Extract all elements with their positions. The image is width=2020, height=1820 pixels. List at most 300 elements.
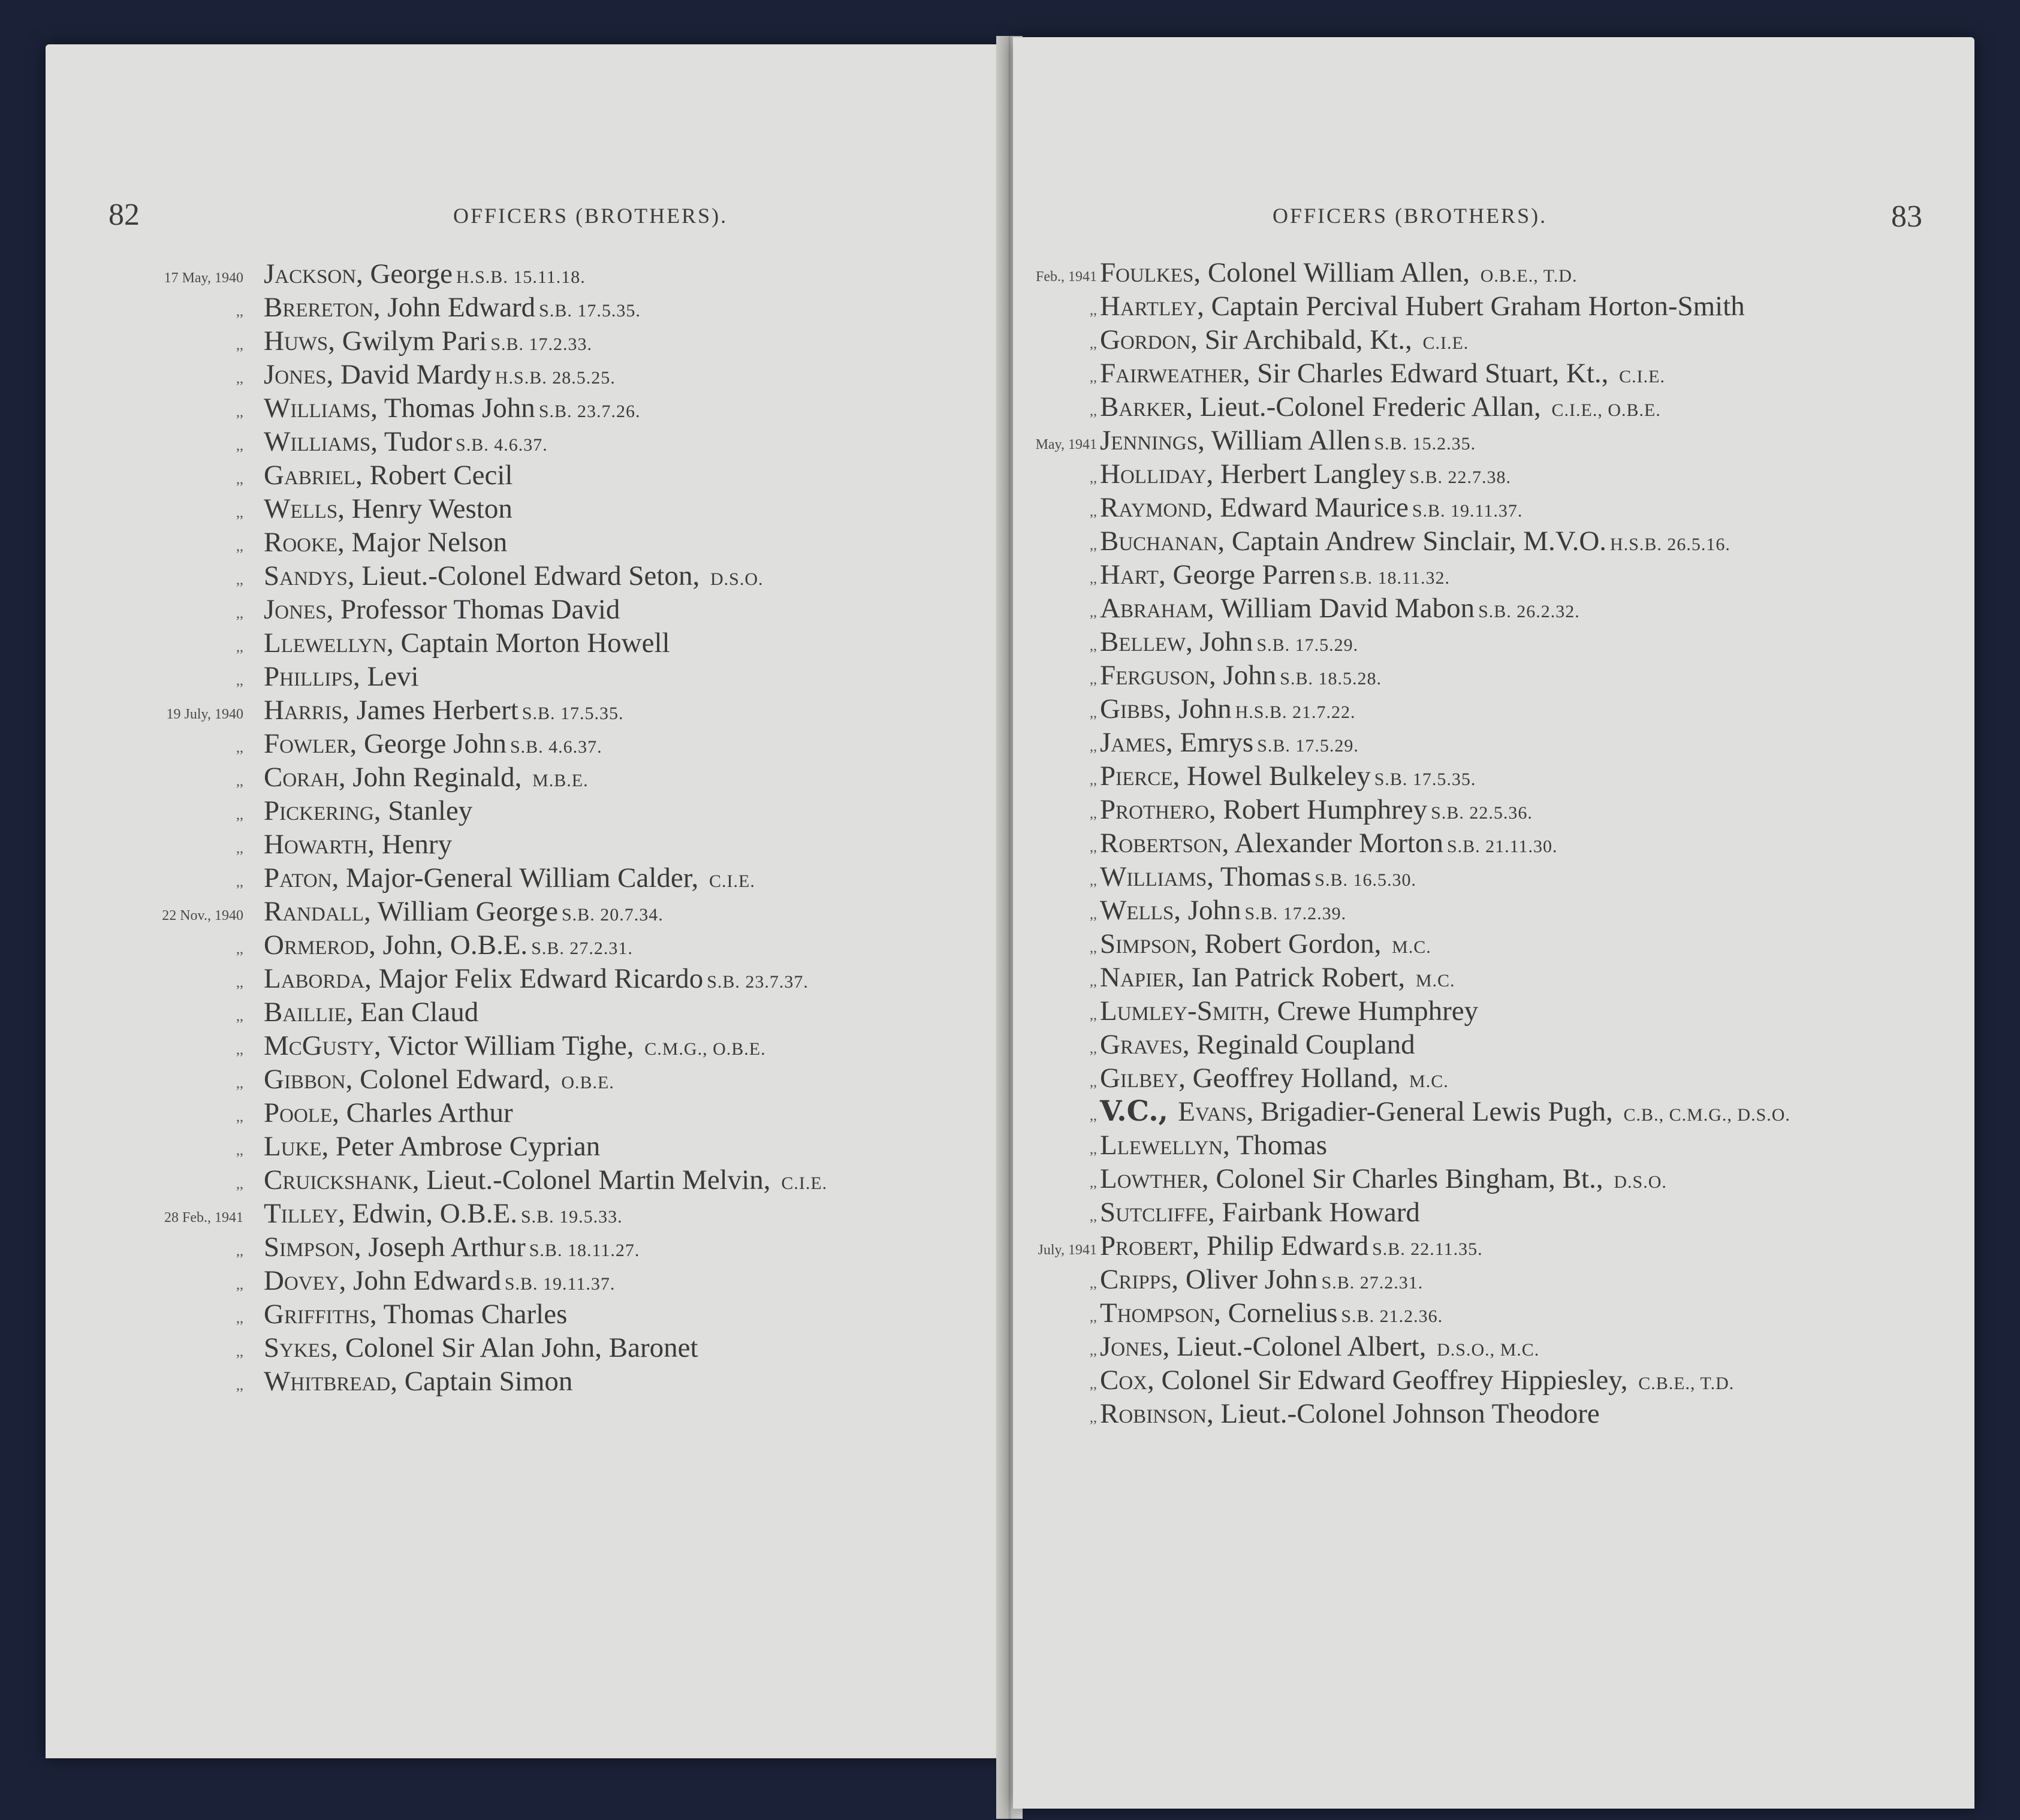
entry-postnominal: S.B. 19.11.37. — [504, 1274, 616, 1294]
entry-given-names: , George Parren — [1158, 559, 1336, 590]
list-item — [1013, 759, 1974, 793]
entry-date: ,, — [1090, 370, 1097, 385]
list-item — [46, 559, 1005, 593]
entry-postnominal: S.B. 22.11.35. — [1372, 1239, 1483, 1259]
entry-given-names: , William George — [364, 896, 558, 927]
list-item — [1013, 1061, 1974, 1095]
entry-date: ,, — [236, 572, 243, 588]
entry-date: ,, — [236, 371, 243, 387]
entry-surname: Pierce — [1100, 760, 1173, 792]
entry-given-names: , Joseph Arthur — [354, 1232, 526, 1263]
entry-date: ,, — [1090, 336, 1097, 352]
entry-date: ,, — [1090, 705, 1097, 721]
entry-given-names: , Tudor — [370, 426, 453, 457]
entry-text — [264, 1163, 827, 1200]
entry-surname: Luke — [264, 1131, 322, 1162]
list-item — [1013, 1196, 1974, 1229]
entry-text — [1100, 994, 1478, 1028]
list-item — [1013, 894, 1974, 927]
entry-text — [1100, 1028, 1415, 1061]
entry-surname: Gilbey — [1100, 1063, 1179, 1094]
entry-surname: Lumley-Smith — [1100, 995, 1264, 1027]
entry-text — [264, 1365, 572, 1398]
list-item — [46, 861, 1005, 895]
entry-surname: Thompson — [1100, 1297, 1214, 1329]
list-item — [1013, 1296, 1974, 1330]
entry-date: ,, — [1090, 1410, 1097, 1426]
entry-given-names: , Professor Thomas David — [326, 594, 620, 625]
list-item — [46, 693, 1005, 727]
entry-given-names: , Lieut.-Colonel Edward Seton, — [347, 560, 707, 591]
entry-date: ,, — [236, 1311, 243, 1326]
entry-date: ,, — [236, 740, 243, 756]
entry-given-names: , Captain Morton Howell — [387, 627, 670, 659]
list-item — [1013, 1263, 1974, 1296]
entry-date: ,, — [1090, 403, 1097, 419]
entry-date: ,, — [236, 975, 243, 991]
entry-text — [1100, 1296, 1443, 1333]
entry-surname: Poole — [264, 1097, 333, 1128]
entry-postnominal: S.B. 4.6.37. — [456, 435, 548, 455]
entry-given-names: , Captain Simon — [390, 1366, 573, 1397]
entry-postnominal: D.S.O. — [1614, 1172, 1667, 1192]
list-item — [1013, 826, 1974, 860]
entry-text — [264, 1331, 698, 1365]
entry-date: ,, — [236, 1143, 243, 1158]
list-item — [46, 358, 1005, 391]
entry-surname: Raymond — [1100, 492, 1206, 523]
list-item — [46, 458, 1005, 492]
entry-given-names: , Lieut.-Colonel Frederic Allan, — [1186, 391, 1548, 422]
list-item — [46, 391, 1005, 425]
entry-text — [1100, 692, 1355, 729]
entry-text — [1100, 793, 1533, 830]
entry-text — [264, 324, 592, 361]
entry-date: ,, — [1090, 303, 1097, 318]
entry-postnominal: S.B. 22.5.36. — [1431, 803, 1533, 823]
entry-text — [264, 526, 507, 559]
list-item — [46, 526, 1005, 559]
list-item — [46, 1230, 1005, 1264]
entry-given-names: , Sir Charles Edward Stuart, Kt., — [1243, 358, 1616, 389]
entry-surname: Jones — [264, 594, 327, 625]
entry-text — [264, 861, 755, 898]
entry-given-names: , Sir Archibald, Kt., — [1190, 324, 1419, 355]
entry-surname: Jones — [1100, 1331, 1163, 1362]
entry-surname: McGusty — [264, 1030, 374, 1061]
entry-surname: Tilley — [264, 1198, 339, 1229]
list-item — [1013, 961, 1974, 994]
entry-date: ,, — [236, 405, 243, 420]
entry-given-names: , John — [1174, 895, 1241, 926]
entry-text — [264, 492, 512, 526]
list-item — [1013, 1397, 1974, 1430]
entry-date: 17 May, 1940 — [164, 270, 243, 286]
entry-postnominal: M.C. — [1409, 1072, 1449, 1091]
entry-text — [264, 794, 472, 828]
entry-postnominal: S.B. 17.5.35. — [521, 704, 624, 723]
list-item — [46, 1096, 1005, 1130]
entry-postnominal: M.C. — [1392, 937, 1431, 957]
entry-date: ,, — [1090, 1175, 1097, 1191]
entry-given-names: , Oliver John — [1171, 1264, 1318, 1295]
entry-date: ,, — [1090, 1108, 1097, 1124]
list-item — [1013, 1128, 1974, 1162]
entry-date: ,, — [1090, 806, 1097, 822]
entry-text — [264, 626, 670, 660]
entry-given-names: , George John — [349, 728, 506, 759]
list-item — [1013, 927, 1974, 961]
entry-text — [1100, 1397, 1600, 1430]
entry-surname: Simpson — [1100, 928, 1190, 959]
entry-text — [264, 593, 620, 626]
entry-given-names: , Robert Humphrey — [1208, 794, 1428, 825]
entry-date: ,, — [236, 304, 243, 319]
entry-given-names: , John — [1164, 693, 1232, 725]
entry-text — [264, 1264, 615, 1301]
entry-list — [46, 257, 1005, 1398]
entry-given-names: , Ian Patrick Robert, — [1177, 962, 1412, 993]
entry-given-names: , Victor William Tighe, — [373, 1030, 641, 1061]
entry-surname: Hart — [1100, 559, 1159, 590]
entry-text — [1100, 1128, 1327, 1162]
list-item — [46, 995, 1005, 1029]
list-item — [1013, 591, 1974, 625]
entry-surname: Wells — [264, 493, 338, 524]
entry-given-names: , Gwilym Pari — [328, 325, 487, 357]
entry-date: ,, — [236, 841, 243, 856]
entry-given-names: , Thomas — [1207, 861, 1312, 892]
entry-given-names: , Philip Edward — [1192, 1230, 1369, 1261]
entry-given-names: , Colonel Sir Charles Bingham, Bt., — [1201, 1163, 1611, 1194]
entry-date: ,, — [236, 438, 243, 454]
list-item — [46, 828, 1005, 861]
list-item — [46, 1297, 1005, 1331]
entry-postnominal: S.B. 19.5.33. — [520, 1207, 623, 1227]
list-item — [1013, 491, 1974, 524]
entry-surname: Llewellyn — [1100, 1130, 1223, 1161]
entry-date: ,, — [1090, 907, 1097, 922]
entry-text — [1100, 927, 1431, 964]
entry-date: ,, — [1090, 1007, 1097, 1023]
entry-text — [1100, 289, 1745, 323]
entry-given-names: , Henry Weston — [337, 493, 512, 524]
entry-postnominal: S.B. 17.2.33. — [490, 334, 593, 354]
entry-text — [1100, 1263, 1423, 1300]
entry-given-names: , Henry — [367, 829, 453, 860]
entry-surname: Cruickshank — [264, 1164, 412, 1196]
entry-given-names: , Levi — [352, 661, 419, 692]
entry-surname: Brereton — [264, 292, 373, 323]
entry-surname: Howarth — [264, 829, 368, 860]
entry-surname: Corah — [264, 762, 339, 793]
page-number: 83 — [1891, 200, 1922, 234]
entry-postnominal: S.B. 17.5.35. — [539, 301, 641, 321]
entry-surname: Hartley — [1100, 291, 1198, 322]
list-item — [1013, 994, 1974, 1028]
entry-given-names: , John — [1186, 626, 1253, 657]
list-item — [1013, 1162, 1974, 1196]
entry-text — [264, 1063, 614, 1100]
entry-surname: Sykes — [264, 1332, 331, 1363]
entry-text — [1100, 323, 1469, 360]
entry-date: 28 Feb., 1941 — [164, 1210, 243, 1226]
entry-postnominal: C.I.E. — [709, 871, 755, 891]
entry-surname: Buchanan — [1100, 526, 1218, 557]
entry-text — [264, 660, 419, 693]
entry-text — [1100, 424, 1476, 461]
list-item — [1013, 256, 1974, 289]
entry-given-names: , Lieut.-Colonel Albert, — [1162, 1331, 1434, 1362]
entry-surname: Lowther — [1100, 1163, 1202, 1194]
entry-surname: Bellew — [1100, 626, 1186, 657]
entry-given-names: , John — [1209, 660, 1277, 691]
entry-given-names: , Herbert Langley — [1206, 458, 1406, 490]
entry-text — [264, 995, 478, 1029]
entry-surname: Laborda — [264, 963, 365, 994]
entry-date: ,, — [1090, 873, 1097, 889]
entry-given-names: , Geoffrey Holland, — [1178, 1063, 1406, 1094]
entry-postnominal: C.B.E., T.D. — [1638, 1374, 1735, 1393]
list-item — [46, 1197, 1005, 1230]
entry-surname: Williams — [264, 426, 371, 457]
entry-date: ,, — [1090, 470, 1097, 486]
entry-postnominal: S.B. 23.7.26. — [538, 402, 641, 421]
entry-surname: Fairweather — [1100, 358, 1243, 389]
running-head: OFFICERS (BROTHERS). — [1273, 204, 1548, 228]
entry-surname: Randall — [264, 896, 364, 927]
entry-text — [264, 1230, 640, 1267]
entry-given-names: , Edwin, O.B.E. — [338, 1198, 517, 1229]
entry-given-names: , Edward Maurice — [1205, 492, 1409, 523]
list-item — [1013, 357, 1974, 390]
entry-given-names: , Stanley — [373, 795, 473, 826]
entry-surname: Gordon — [1100, 324, 1191, 355]
entry-surname: Huws — [264, 325, 328, 357]
entry-given-names: , Robert Gordon, — [1190, 928, 1389, 959]
entry-postnominal: C.I.E., O.B.E. — [1551, 400, 1661, 420]
entry-surname: Jennings — [1100, 425, 1198, 456]
list-item — [1013, 524, 1974, 558]
entry-given-names: , John, O.B.E. — [369, 929, 528, 961]
decoration-prefix: V.C., — [1100, 1095, 1178, 1128]
entry-postnominal: S.B. 15.2.35. — [1374, 434, 1476, 454]
list-item — [46, 1130, 1005, 1163]
list-item — [46, 425, 1005, 458]
entry-date: ,, — [1090, 605, 1097, 620]
list-item — [46, 962, 1005, 995]
list-item — [46, 660, 1005, 693]
entry-surname: Rooke — [264, 527, 338, 558]
entry-given-names: , Major Felix Edward Ricardo — [364, 963, 704, 994]
entry-text — [264, 358, 616, 395]
entry-given-names: , John Reginald, — [338, 762, 529, 793]
entry-date: ,, — [1090, 940, 1097, 956]
entry-text — [264, 895, 664, 932]
entry-date: ,, — [1090, 974, 1097, 989]
entry-postnominal: C.M.G., O.B.E. — [644, 1039, 766, 1059]
entry-surname: Abraham — [1100, 593, 1207, 624]
entry-surname: Graves — [1100, 1029, 1183, 1060]
entry-surname: Foulkes — [1100, 257, 1194, 288]
entry-date: ,, — [1090, 638, 1097, 654]
list-item — [46, 895, 1005, 928]
entry-given-names: , Brigadier-General Lewis Pugh, — [1246, 1096, 1620, 1127]
entry-text — [1100, 491, 1522, 528]
entry-date: May, 1941 — [1035, 437, 1097, 452]
entry-surname: Pickering — [264, 795, 374, 826]
entry-text — [1100, 390, 1661, 427]
entry-given-names: , Alexander Morton — [1222, 828, 1443, 859]
entry-given-names: , Captain Percival Hubert Graham Horton-Smith — [1197, 291, 1745, 322]
entry-text — [1100, 1196, 1420, 1229]
entry-surname: Evans — [1178, 1096, 1247, 1127]
entry-postnominal: S.B. 21.11.30. — [1446, 837, 1558, 856]
entry-text — [1100, 1330, 1539, 1367]
entry-postnominal: H.S.B. 15.11.18. — [456, 267, 586, 287]
entry-surname: Gibbs — [1100, 693, 1165, 725]
entry-text — [264, 962, 809, 999]
entry-postnominal: M.B.E. — [532, 771, 589, 790]
list-item — [46, 593, 1005, 626]
entry-given-names: , Major Nelson — [337, 527, 508, 558]
entry-surname: Baillie — [264, 997, 346, 1028]
entry-date: ,, — [236, 1009, 243, 1024]
list-item — [1013, 424, 1974, 457]
list-item — [46, 324, 1005, 358]
entry-surname: Whitbread — [264, 1366, 391, 1397]
entry-text — [1100, 1061, 1449, 1098]
list-item — [46, 928, 1005, 962]
entry-postnominal: D.S.O., M.C. — [1437, 1340, 1540, 1360]
entry-given-names: , Major-General William Calder, — [331, 862, 706, 894]
entry-date: ,, — [1090, 571, 1097, 587]
entry-date: ,, — [1090, 1377, 1097, 1392]
entry-date: ,, — [1090, 1041, 1097, 1057]
entry-text — [1100, 558, 1450, 595]
entry-given-names: , Lieut.-Colonel Johnson Theodore — [1207, 1398, 1600, 1429]
entry-given-names: , Crewe Humphrey — [1263, 995, 1479, 1027]
entry-date: ,, — [1090, 1075, 1097, 1090]
entry-given-names: , John Edward — [373, 292, 536, 323]
entry-given-names: , Colonel Sir Edward Geoffrey Hippiesley, — [1147, 1365, 1635, 1396]
list-item — [46, 727, 1005, 760]
entry-given-names: , David Mardy — [326, 359, 492, 390]
entry-date: ,, — [1090, 1276, 1097, 1291]
list-item — [46, 1063, 1005, 1096]
entry-given-names: , Captain Andrew Sinclair, M.V.O. — [1217, 526, 1607, 557]
list-item — [46, 626, 1005, 660]
entry-date: ,, — [236, 941, 243, 957]
entry-surname: Jackson — [264, 258, 356, 289]
entry-postnominal: S.B. 17.5.29. — [1257, 736, 1359, 756]
entry-surname: Gibbon — [264, 1064, 346, 1095]
list-item — [1013, 625, 1974, 659]
entry-date: ,, — [236, 774, 243, 789]
entry-postnominal: H.S.B. 28.5.25. — [495, 368, 616, 388]
entry-date: ,, — [236, 874, 243, 890]
list-item — [46, 794, 1005, 828]
entry-surname: Gabriel — [264, 460, 356, 491]
entry-postnominal: C.I.E. — [1422, 333, 1469, 353]
entry-date: 19 July, 1940 — [166, 707, 243, 722]
entry-date: ,, — [236, 1109, 243, 1125]
list-item — [1013, 692, 1974, 726]
list-item — [1013, 1095, 1974, 1128]
entry-text — [264, 559, 763, 596]
list-item — [46, 1264, 1005, 1297]
entry-surname: Williams — [264, 393, 371, 424]
entry-surname: Fowler — [264, 728, 350, 759]
list-item — [46, 291, 1005, 324]
entry-date: ,, — [1090, 772, 1097, 788]
entry-text — [264, 928, 633, 965]
entry-date: ,, — [236, 673, 243, 689]
entry-surname: Harris — [264, 695, 343, 726]
entry-surname: Jones — [264, 359, 327, 390]
entry-postnominal: S.B. 17.5.29. — [1256, 635, 1359, 655]
entry-surname: Wells — [1100, 895, 1174, 926]
entry-surname: Prothero — [1100, 794, 1209, 825]
page-number: 82 — [108, 198, 140, 232]
list-item — [1013, 1363, 1974, 1397]
entry-text — [1100, 524, 1730, 562]
list-item — [1013, 457, 1974, 491]
entry-given-names: , Charles Arthur — [332, 1097, 513, 1128]
entry-date: July, 1941 — [1038, 1242, 1097, 1258]
entry-text — [264, 1130, 600, 1163]
entry-surname: Robertson — [1100, 828, 1222, 859]
entry-postnominal: S.B. 4.6.37. — [509, 737, 602, 757]
entry-postnominal: C.I.E. — [1619, 367, 1665, 387]
right-page — [1013, 37, 1974, 1809]
entry-text — [264, 760, 589, 798]
list-item — [46, 760, 1005, 794]
list-item — [46, 1365, 1005, 1398]
entry-given-names: , Thomas John — [370, 393, 535, 424]
list-item — [46, 1163, 1005, 1197]
entry-given-names: , John Edward — [339, 1265, 501, 1296]
entry-given-names: , Thomas Charles — [369, 1299, 568, 1330]
entry-date: ,, — [1090, 504, 1097, 520]
entry-given-names: , Colonel Sir Alan John, Baronet — [331, 1332, 698, 1363]
entry-given-names: , Colonel William Allen, — [1193, 257, 1477, 288]
entry-text — [1100, 860, 1416, 897]
entry-date: ,, — [236, 1344, 243, 1360]
entry-surname: Napier — [1100, 962, 1178, 993]
entry-date: ,, — [1090, 672, 1097, 687]
entry-date: ,, — [236, 1378, 243, 1393]
entry-postnominal: H.S.B. 26.5.16. — [1610, 535, 1730, 554]
entry-date: ,, — [236, 539, 243, 554]
entry-surname: Robinson — [1100, 1398, 1207, 1429]
entry-postnominal: S.B. 27.2.31. — [1321, 1273, 1424, 1293]
running-head: OFFICERS (BROTHERS). — [453, 204, 728, 228]
entry-date: ,, — [236, 1277, 243, 1293]
entry-postnominal: S.B. 17.5.35. — [1374, 769, 1476, 789]
entry-text — [264, 291, 641, 328]
entry-date: ,, — [236, 337, 243, 353]
entry-text — [264, 391, 641, 428]
entry-postnominal: S.B. 20.7.34. — [562, 905, 664, 925]
entry-surname: Cripps — [1100, 1264, 1172, 1295]
entry-text — [1100, 961, 1455, 998]
entry-postnominal: S.B. 16.5.30. — [1314, 870, 1416, 890]
list-item — [46, 1331, 1005, 1365]
entry-surname: Phillips — [264, 661, 353, 692]
entry-text — [264, 458, 512, 492]
entry-given-names: , James Herbert — [342, 695, 518, 726]
